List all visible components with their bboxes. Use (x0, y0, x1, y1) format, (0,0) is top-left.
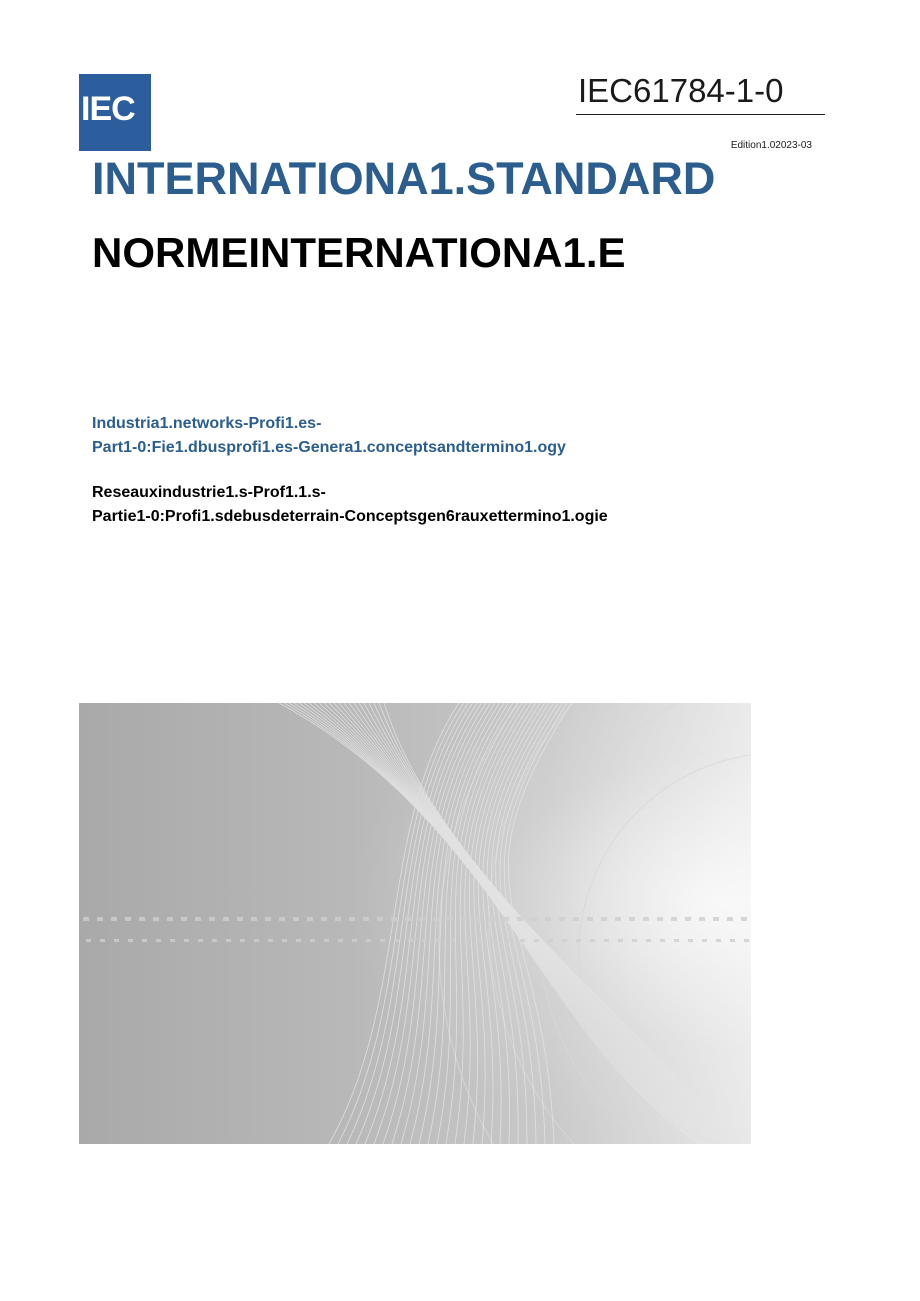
decorative-dot (506, 939, 511, 942)
decorative-dot (517, 917, 523, 921)
decorative-dot (688, 939, 693, 942)
decorative-dot (492, 939, 497, 942)
decorative-dot (657, 917, 663, 921)
decorative-dot (671, 917, 677, 921)
decorative-dot (380, 939, 385, 942)
decorative-dot (478, 939, 483, 942)
decorative-dot (114, 939, 119, 942)
decorative-dot (646, 939, 651, 942)
decorative-dot (531, 917, 537, 921)
decorative-dot (643, 917, 649, 921)
decorative-dot (587, 917, 593, 921)
document-number-rule (576, 114, 825, 115)
decorative-dot (534, 939, 539, 942)
decorative-dot (167, 917, 173, 921)
decorative-dot (184, 939, 189, 942)
decorative-dot (408, 939, 413, 942)
decorative-dot (100, 939, 105, 942)
document-number: IEC61784-1-0 (578, 72, 784, 109)
decorative-dot (461, 917, 467, 921)
decorative-dot (282, 939, 287, 942)
decorative-dot (352, 939, 357, 942)
iec-logo-text: IEC (81, 90, 135, 128)
decorative-dot (279, 917, 285, 921)
decorative-dot (209, 917, 215, 921)
iec-logo (79, 74, 151, 151)
decorative-dot (422, 939, 427, 942)
decorative-dot (181, 917, 187, 921)
decorative-dot (391, 917, 397, 921)
decorative-dot (142, 939, 147, 942)
decorative-dot (198, 939, 203, 942)
decorative-dot (702, 939, 707, 942)
decorative-dot (730, 939, 735, 942)
decorative-dot (240, 939, 245, 942)
decorative-dot (338, 939, 343, 942)
decorative-dot (310, 939, 315, 942)
decorative-dot (296, 939, 301, 942)
decorative-dot (601, 917, 607, 921)
decorative-dot (548, 939, 553, 942)
subtitle-french-line-2: Partie1-0:Profi1.sdebusdeterrain-Conceptsgen6rauxettermino1.ogie (92, 508, 608, 525)
decorative-dot (685, 917, 691, 921)
decorative-dot (307, 917, 313, 921)
decorative-dot (618, 939, 623, 942)
decorative-dot (433, 917, 439, 921)
decorative-dot (86, 939, 91, 942)
decorative-dot (268, 939, 273, 942)
decorative-dot (377, 917, 383, 921)
edition-info: Edition1.02023-03 (730, 140, 812, 151)
title-norme-internationale: NORMEINTERNATIONA1.E (92, 229, 626, 276)
decorative-dot (576, 939, 581, 942)
decorative-dot (615, 917, 621, 921)
decorative-dot (139, 917, 145, 921)
decorative-dot (293, 917, 299, 921)
decorative-dot (629, 917, 635, 921)
decorative-dot (223, 917, 229, 921)
decorative-dot (604, 939, 609, 942)
decorative-dot (727, 917, 733, 921)
decorative-dot (475, 917, 481, 921)
decorative-dot (562, 939, 567, 942)
decorative-dot (436, 939, 441, 942)
decorative-dot (419, 917, 425, 921)
decorative-dot (153, 917, 159, 921)
decorative-dot (394, 939, 399, 942)
decorative-dot (464, 939, 469, 942)
decorative-dot (265, 917, 271, 921)
decorative-dot (559, 917, 565, 921)
decorative-dot (590, 939, 595, 942)
decorative-dot (156, 939, 161, 942)
decorative-dot (324, 939, 329, 942)
decorative-dot (195, 917, 201, 921)
decorative-dot (489, 917, 495, 921)
subtitle-english-line-2: Part1-0:Fie1.dbusprofi1.es-Genera1.conceptsandtermino1.ogy (92, 439, 566, 456)
decorative-dot (741, 917, 747, 921)
decorative-dot (660, 939, 665, 942)
cover-art-graphic (79, 703, 751, 1144)
decorative-dot (349, 917, 355, 921)
title-international-standard: INTERNATIONA1.STANDARD (92, 153, 716, 204)
subtitle-french (92, 481, 608, 529)
decorative-dot (83, 917, 89, 921)
cover-decorative-image (79, 703, 751, 1144)
decorative-dot (237, 917, 243, 921)
decorative-dot (335, 917, 341, 921)
decorative-dot (545, 917, 551, 921)
decorative-dot (716, 939, 721, 942)
decorative-dot (321, 917, 327, 921)
decorative-dot (251, 917, 257, 921)
decorative-dot (520, 939, 525, 942)
decorative-dot (713, 917, 719, 921)
decorative-dot (254, 939, 259, 942)
decorative-dot (125, 917, 131, 921)
decorative-dot (632, 939, 637, 942)
subtitle-french-line-1: Reseauxindustrie1.s-Prof1.1.s- (92, 484, 326, 501)
decorative-dot (366, 939, 371, 942)
decorative-dot (111, 917, 117, 921)
decorative-dot (170, 939, 175, 942)
decorative-dot (97, 917, 103, 921)
decorative-dot (405, 917, 411, 921)
subtitle-english (92, 412, 566, 460)
decorative-dot (128, 939, 133, 942)
decorative-dot (503, 917, 509, 921)
decorative-dot (573, 917, 579, 921)
decorative-dot (450, 939, 455, 942)
decorative-dot (674, 939, 679, 942)
subtitle-english-line-1: Industria1.networks-Profi1.es- (92, 415, 322, 432)
decorative-dot (212, 939, 217, 942)
decorative-dot (447, 917, 453, 921)
decorative-dot (226, 939, 231, 942)
decorative-dot (363, 917, 369, 921)
decorative-dot (744, 939, 749, 942)
decorative-dot (699, 917, 705, 921)
